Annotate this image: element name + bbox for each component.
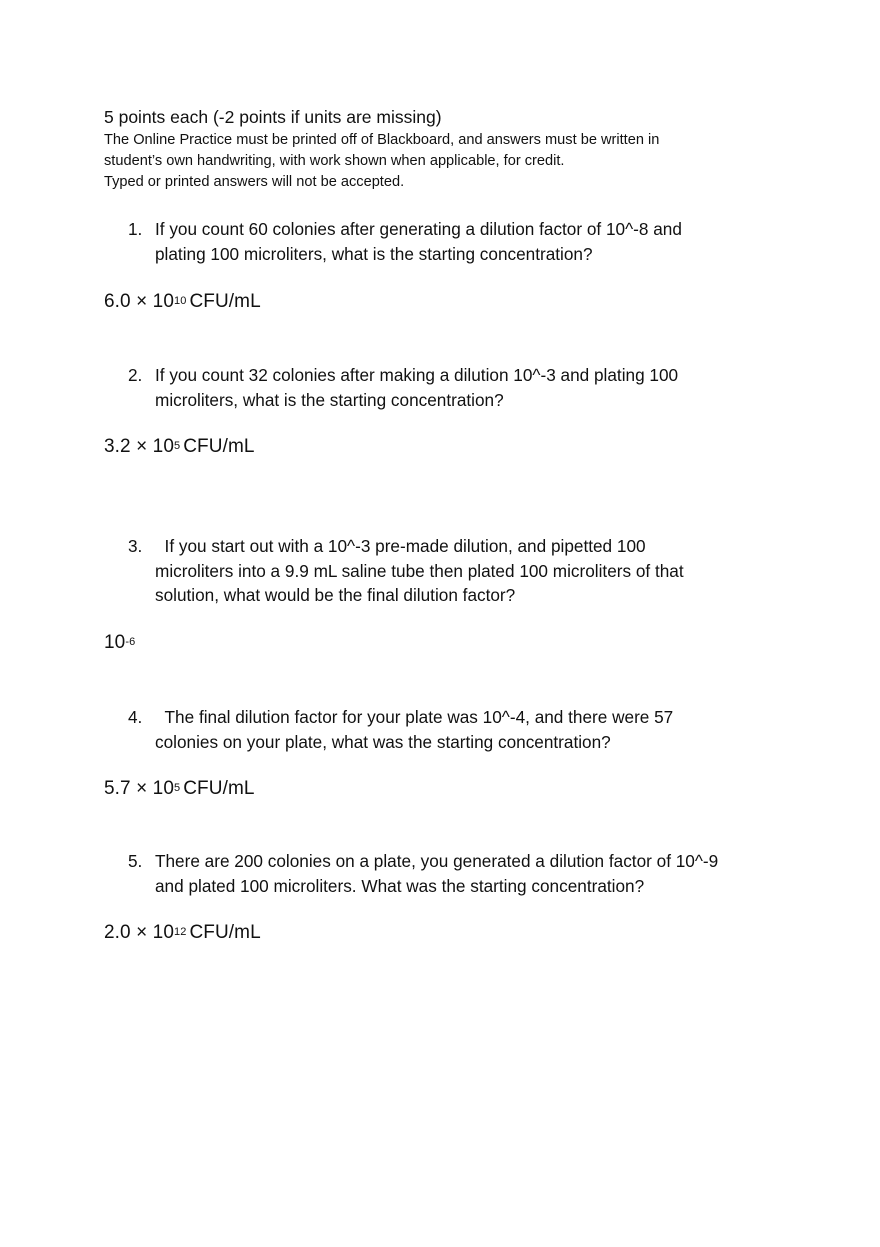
question-line: plating 100 microliters, what is the starting concentration? — [155, 243, 593, 264]
answer-2 — [104, 434, 255, 460]
question-number: 3. — [128, 536, 143, 556]
answer-mantissa: 3.2 × 10 — [104, 436, 174, 457]
answer-exponent: 5 — [174, 440, 181, 452]
instruction-line-3: Typed or printed answers will not be accepted. — [104, 174, 405, 190]
answer-exponent: 10 — [174, 295, 187, 307]
question-text — [155, 705, 775, 754]
question-line: There are 200 colonies on a plate, you generated a dilution factor of 10^-9 — [155, 851, 719, 871]
question-text — [155, 217, 775, 266]
question-line: The final dilution factor for your plate was 10^-4, and there were 57 — [155, 707, 674, 727]
instruction-line-2: student’s own handwriting, with work shown when applicable, for credit. — [104, 153, 565, 169]
question-line: If you count 32 colonies after making a dilution 10^-3 and plating 100 — [155, 365, 679, 385]
answer-4 — [104, 776, 255, 802]
answer-unit: CFU/mL — [183, 436, 255, 457]
answer-unit: CFU/mL — [189, 291, 261, 312]
answer-mantissa: 2.0 × 10 — [104, 922, 174, 943]
question-number: 4. — [128, 707, 143, 727]
answer-exponent: -6 — [125, 636, 136, 648]
question-text — [155, 363, 775, 412]
answer-unit: CFU/mL — [183, 778, 255, 799]
answer-exponent: 12 — [174, 926, 187, 938]
question-line: If you count 60 colonies after generating a dilution factor of 10^-8 and — [155, 219, 682, 239]
answer-5 — [104, 920, 261, 946]
answer-1 — [104, 289, 261, 315]
question-line: solution, what would be the final dilution factor? — [155, 585, 516, 605]
question-text — [155, 534, 775, 608]
answer-exponent: 5 — [174, 782, 181, 794]
question-line: microliters, what is the starting concentration? — [155, 389, 504, 410]
question-number: 5. — [128, 851, 143, 871]
question-line: microliters into a 9.9 mL saline tube then plated 100 microliters of that — [155, 560, 684, 581]
answer-mantissa: 10 — [104, 632, 126, 653]
question-line: and plated 100 microliters. What was the starting concentration? — [155, 875, 645, 896]
answer-3 — [104, 630, 138, 656]
answer-mantissa: 5.7 × 10 — [104, 778, 174, 799]
question-number: 2. — [128, 365, 143, 385]
question-line: If you start out with a 10^-3 pre-made dilution, and pipetted 100 — [155, 536, 646, 556]
answer-unit: CFU/mL — [189, 922, 261, 943]
question-line: colonies on your plate, what was the starting concentration? — [155, 731, 611, 752]
answer-mantissa: 6.0 × 10 — [104, 291, 174, 312]
question-text — [155, 849, 775, 898]
question-number: 1. — [128, 219, 143, 239]
instruction-line-1: The Online Practice must be printed off of Blackboard, and answers must be written in — [104, 132, 660, 148]
points-heading: 5 points each (-2 points if units are missing) — [104, 107, 442, 127]
